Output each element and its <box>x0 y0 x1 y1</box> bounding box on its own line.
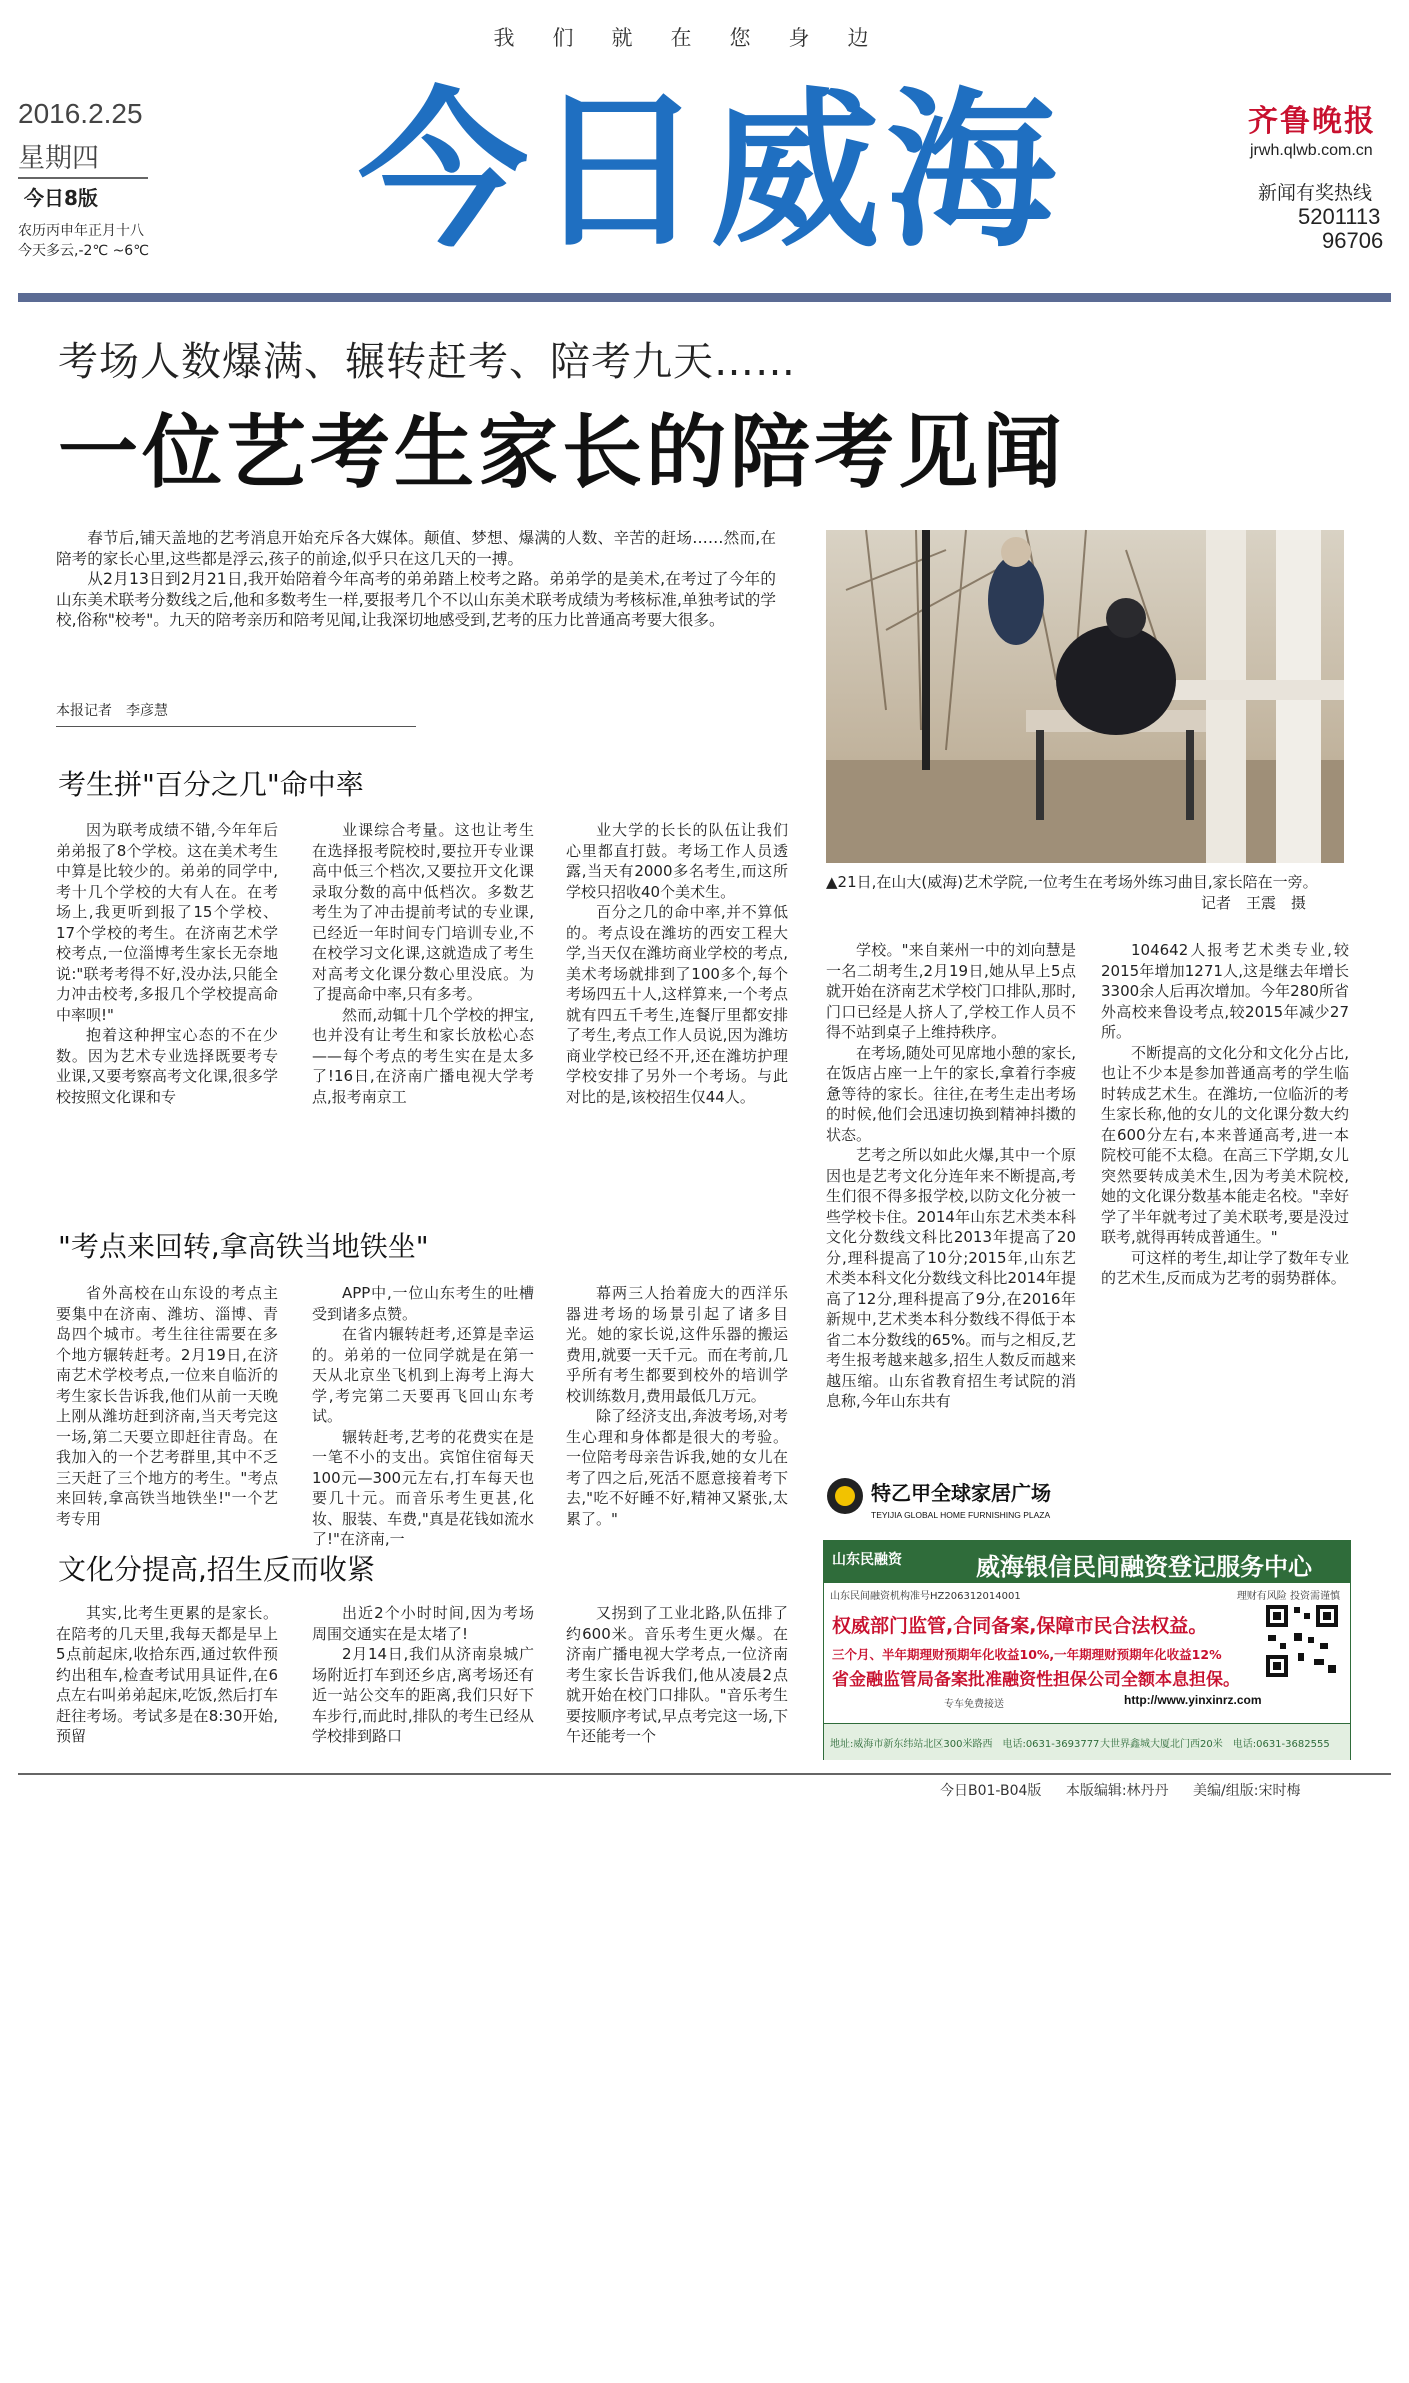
paragraph: 出近2个小时时间,因为考场周围交通实在是太堵了! <box>312 1604 534 1643</box>
text-column <box>566 1283 788 1528</box>
paragraph: 2月14日,我们从济南泉城广场附近打车到还乡店,离考场还有近一站公交车的距离,我们只好下车步行,而此时,排队的考生已经从学校排到路口 <box>312 1645 534 1745</box>
ad-address-2: 大世界鑫城大厦北门西20米 电话:0631-3682555 <box>1100 1739 1330 1750</box>
ad-line-1: 权威部门监管,合同备案,保障市民合法权益。 <box>832 1615 1208 1637</box>
ad-url[interactable]: http://www.yinxinrz.com <box>1124 1693 1262 1707</box>
paragraph: 抱着这种押宝心态的不在少数。因为艺术专业选择既要考专业课,又要考察高考文化课,很多学校按照文化课和专 <box>56 1026 278 1106</box>
hotline-label: 新闻有奖热线 <box>1258 182 1373 204</box>
article-photo <box>826 530 1344 863</box>
furniture-ad-name: 特乙甲全球家居广场 <box>871 1481 1051 1505</box>
text-column <box>312 820 534 1210</box>
paragraph: 可这样的考生,却让学了数年专业的艺术生,反而成为艺考的弱势群体。 <box>1101 1248 1349 1287</box>
issue-date: 2016.2.25 <box>18 98 143 129</box>
paragraph: 又拐到了工业北路,队伍排了约600米。音乐考生更火爆。在济南广播电视大学考点,一位济南考生家长告诉我们,他从凌晨2点就开始在校门口排队。"音乐考生要按顺序考试,早点考完这一场,下午还能考一个 <box>566 1604 788 1745</box>
article-intro <box>56 528 776 631</box>
text-column <box>1101 940 1349 1520</box>
paragraph: 艺考之所以如此火爆,其中一个原因也是艺考文化分连年来不断提高,考生们很不得多报学校,以防文化分被一些学校卡住。2014年山东艺术类本科文化分数线文科比2013年提高了20分,理科提高了10分;2015年,山东艺术类本科文化分数线文科比2014年提高了12分,理科提高了9分,在2016年新规中,艺术类本科分数线不得低于本省二本分数线的65%。而与之相反,艺考生报考越来越多,招生人数反而越来越压缩。山东省教育招生考试院的消息称,今年山东共有 <box>826 1146 1076 1410</box>
lunar-date: 农历丙申年正月十八 <box>18 223 144 239</box>
masthead-title: 今日威海 <box>357 73 1063 271</box>
intro-paragraph: 从2月13日到2月21日,我开始陪着今年高考的弟弟踏上校考之路。弟弟学的是美术,在考过了今年的山东美术联考分数线之后,他和多数考生一样,要报考几个不以山东美术联考成绩为考核标准,单独考试的学校,俗称"校考"。九天的陪考亲历和陪考见闻,让我深切地感受到,艺考的压力比普通高考要大很多。 <box>56 570 776 629</box>
brand-logo: 齐鲁晚报 <box>1248 104 1376 139</box>
masthead-logo <box>350 70 1070 271</box>
qr-code-icon <box>1264 1603 1340 1679</box>
footer <box>940 1780 1320 1800</box>
section-heading: 考生拼"百分之几"命中率 <box>58 768 364 801</box>
hotline-number-2: 96706 <box>1322 228 1384 253</box>
article-headline: 一位艺考生家长的陪考见闻 <box>58 406 1066 499</box>
furniture-ad[interactable] <box>823 1470 1073 1528</box>
text-column <box>312 1283 534 1548</box>
text-column <box>56 820 278 1210</box>
header-divider <box>18 293 1391 302</box>
ad-title: 威海银信民间融资登记服务中心 <box>976 1553 1312 1581</box>
ad-line-2: 三个月、半年期理财预期年化收益10%,一年期理财预期年化收益12% <box>832 1647 1222 1662</box>
paragraph: 百分之几的命中率,并不算低的。考点设在潍坊的西安工程大学,当天仅在潍坊商业学校的考点,美术考场就排到了100多个,每个考场四五十人,这样算来,一个考点就有四五千考生,连餐厅里都安排了考生,考点工作人员说,因为潍坊商业学校已经不开,还在潍坊护理学校安排了另外一个考场。与此对比的是,该校招生仅44人。 <box>566 903 788 1106</box>
text-column <box>312 1603 534 1748</box>
text-column <box>826 940 1076 1460</box>
weather: 今天多云,-2℃ ~6℃ <box>18 243 149 259</box>
paragraph: 除了经济支出,奔波考场,对考生心理和身体都是很大的考验。一位陪考母亲告诉我,她的女儿在考了四之后,死活不愿意接着考下去,"吃不好睡不好,精神又紧张,太累了。" <box>566 1407 788 1528</box>
footer-editor: 本版编辑:林丹丹 <box>1065 1783 1169 1799</box>
paragraph: 其实,比考生更累的是家长。在陪考的几天里,我每天都是早上5点前起床,收拾东西,通过软件预约出租车,检查考试用具证件,在6点左右叫弟弟起床,吃饭,然后打车赶往考场。考试多是在8:30开始,预留 <box>56 1604 278 1745</box>
brand-url[interactable]: jrwh.qlwb.com.cn <box>1250 142 1373 159</box>
slogan: 我们就在您身边 <box>493 26 907 50</box>
paragraph: 业大学的长长的队伍让我们心里都直打鼓。考场工作人员透露,当天有2000多名考生,而这所学校只招收40个美术生。 <box>566 821 788 901</box>
photo-caption <box>826 872 1346 914</box>
ad-license: 山东民间融资机构准号HZ206312014001 <box>830 1591 1021 1602</box>
photo-credit: 记者 王震 摄 <box>1200 894 1306 912</box>
edition-count: 今日8版 <box>24 186 98 210</box>
hotline-number-1: 5201113 <box>1298 204 1381 229</box>
ad-bus: 专车免费接送 <box>944 1699 1004 1710</box>
paragraph: 幕两三人抬着庞大的西洋乐器进考场的场景引起了诸多目光。她的家长说,这件乐器的搬运费用,就要一天千元。而在考前,几乎所有考生都要到校外的培训学校训练数月,费用最低几万元。 <box>566 1284 788 1405</box>
paragraph: 辗转赶考,艺考的花费实在是一笔不小的支出。宾馆住宿每天100元—300元左右,打车每天也要几十元。而音乐考生更甚,化妆、服装、车费,"真是花钱如流水了!"在济南,一 <box>312 1427 534 1548</box>
ad-logo: 山东民融资 <box>832 1552 902 1568</box>
paragraph: 在考场,随处可见席地小憩的家长,在饭店占座一上午的家长,拿着行李疲惫等待的家长。往往,在考生走出考场的时候,他们会迅速切换到精神抖擞的状态。 <box>826 1043 1076 1144</box>
issue-weekday: 星期四 <box>18 136 148 179</box>
intro-paragraph: 春节后,铺天盖地的艺考消息开始充斥各大媒体。颠值、梦想、爆满的人数、辛苦的赶场……然而,在陪考的家长心里,这些都是浮云,孩子的前途,似乎只在这几天的一搏。 <box>56 529 776 568</box>
paragraph: 在省内辗转赶考,还算是幸运的。弟弟的一位同学就是在第一天从北京坐飞机到上海考上海大学,考完第二天要再飞回山东考试。 <box>312 1325 534 1425</box>
text-column <box>566 820 788 1210</box>
paragraph: 省外高校在山东设的考点主要集中在济南、潍坊、淄博、青岛四个城市。考生往往需要在多个地方辗转赶考。2月19日,在济南艺术学校考点,一位来自临沂的考生家长告诉我,他们从前一天晚上刚从潍坊赶到济南,当天考完这一场,第二天要立即赶往青岛。在我加入的一个艺考群里,其中不乏三天赶了三个地方的考生。"考点来回转,拿高铁当地铁坐!"一个艺考专用 <box>56 1284 278 1528</box>
furniture-ad-english: TEYIJIA GLOBAL HOME FURNISHING PLAZA <box>871 1510 1051 1520</box>
section-heading: "考点来回转,拿高铁当地铁坐" <box>58 1230 429 1263</box>
text-column <box>56 1603 278 1748</box>
text-column <box>56 1283 278 1528</box>
paragraph: 学校。"来自莱州一中的刘向慧是一名二胡考生,2月19日,她从早上5点就开始在济南艺术学校门口排队,那时,门口已经是人挤人了,学校工作人员不得不站到桌子上维持秩序。 <box>826 941 1076 1041</box>
ad-line-3: 省金融监管局备案批准融资性担保公司全额本息担保。 <box>832 1670 1240 1690</box>
paragraph: APP中,一位山东考生的吐槽受到诸多点赞。 <box>312 1284 534 1323</box>
caption-text: ▲21日,在山大(威海)艺术学院,一位考生在考场外练习曲目,家长陪在一旁。 <box>826 873 1318 891</box>
paragraph: 然而,动辄十几个学校的押宝,也并没有让考生和家长放松心态——每个考点的考生实在是太多了!16日,在济南广播电视大学考点,报考南京工 <box>312 1005 534 1106</box>
paragraph: 因为联考成绩不错,今年年后弟弟报了8个学校。这在美术考生中算是比较少的。弟弟的同学中,考十几个学校的大有人在。在考场上,我更听到报了15个学校、17个学校的考生。在济南艺术学校考点,一位淄博考生家长无奈地说:"联考考得不好,没办法,只能全力冲击校考,多报几个学校提高命中率呗!" <box>56 821 278 1024</box>
byline: 本报记者 李彦慧 <box>56 700 416 727</box>
ad-address-1: 地址:威海市新东纬站北区300米路西 电话:0631-3693777 <box>830 1739 1100 1750</box>
paragraph: 104642人报考艺术类专业,较2015年增加1271人,这是继去年增长3300余人后再次增加。今年280所省外高校来鲁设考点,较2015年减少27所。 <box>1101 941 1349 1041</box>
article-kicker: 考场人数爆满、辗转赶考、陪考九天…… <box>58 339 796 385</box>
finance-ad[interactable] <box>823 1540 1351 1760</box>
footer-design: 美编/组版:宋时梅 <box>1193 1783 1301 1799</box>
ad-risk-note: 理财有风险 投资需谨慎 <box>1236 1591 1340 1602</box>
footer-pages: 今日B01-B04版 <box>940 1783 1042 1799</box>
section-heading: 文化分提高,招生反而收紧 <box>58 1553 375 1586</box>
paragraph: 不断提高的文化分和文化分占比,也让不少本是参加普通高考的学生临时转成艺术生。在潍坊,一位临沂的考生家长称,他的女儿的文化课分数大约在600分左右,本来普通高考,进一本院校可能不太稳。在高三下学期,女儿突然要转成美术生,因为考美术院校,她的文化课分数基本能走名校。"幸好学了半年就考过了美术联考,要是没过联考,就得再转成普通生。" <box>1101 1043 1349 1246</box>
footer-divider <box>18 1773 1391 1775</box>
paragraph: 业课综合考量。这也让考生在选择报考院校时,要拉开专业课高中低三个档次,又要拉开文化课录取分数的高中低档次。多数艺考生为了冲击提前考试的专业课,已经近一年时间专门培训专业,不在校学习文化课,这就造成了考生对高考文化课分数心里没底。为了提高命中率,只有多考。 <box>312 821 534 1003</box>
text-column <box>566 1603 788 1748</box>
